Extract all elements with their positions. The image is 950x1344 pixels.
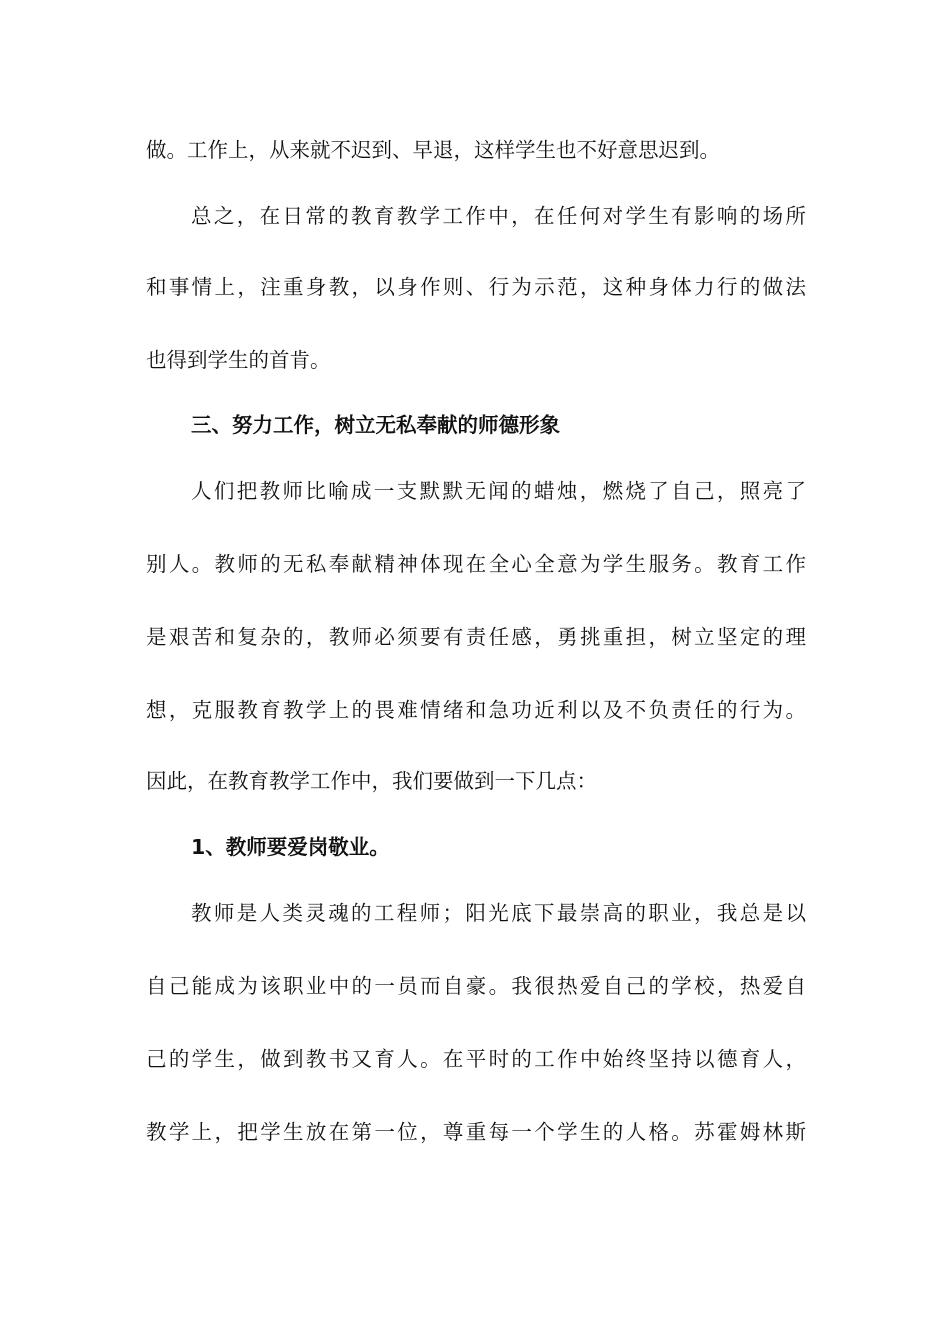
paragraph-line-13: 教学上，把学生放在第一位，尊重每一个学生的人格。苏霍姆林斯 bbox=[146, 1120, 806, 1144]
paragraph-line-6: 别人。教师的无私奉献精神体现在全心全意为学生服务。教育工作 bbox=[146, 552, 806, 576]
section-heading: 三、努力工作，树立无私奉献的师德形象 bbox=[191, 413, 560, 437]
subsection-heading: 1、教师要爱岗敬业。 bbox=[191, 835, 390, 859]
paragraph-line-7: 是艰苦和复杂的，教师必须要有责任感，勇挑重担，树立坚定的理 bbox=[146, 625, 806, 649]
paragraph-line-2: 总之，在日常的教育教学工作中，在任何对学生有影响的场所 bbox=[191, 204, 806, 228]
paragraph-line-10: 教师是人类灵魂的工程师；阳光底下最崇高的职业，我总是以 bbox=[191, 901, 806, 925]
paragraph-line-5: 人们把教师比喻成一支默默无闻的蜡烛，燃烧了自己，照亮了 bbox=[191, 479, 806, 503]
paragraph-line-12: 己的学生，做到教书又育人。在平时的工作中始终坚持以德育人， bbox=[146, 1047, 806, 1071]
paragraph-line-1: 做。工作上，从来就不迟到、早退，这样学生也不好意思迟到。 bbox=[146, 138, 720, 162]
paragraph-line-11: 自己能成为该职业中的一员而自豪。我很热爱自己的学校，热爱自 bbox=[146, 974, 806, 998]
paragraph-line-8: 想，克服教育教学上的畏难情绪和急功近利以及不负责任的行为。 bbox=[146, 698, 806, 722]
paragraph-line-4: 也得到学生的首肯。 bbox=[146, 348, 331, 372]
paragraph-line-9: 因此，在教育教学工作中，我们要做到一下几点： bbox=[146, 769, 597, 793]
paragraph-line-3: 和事情上，注重身教，以身作则、行为示范，这种身体力行的做法 bbox=[146, 275, 806, 299]
